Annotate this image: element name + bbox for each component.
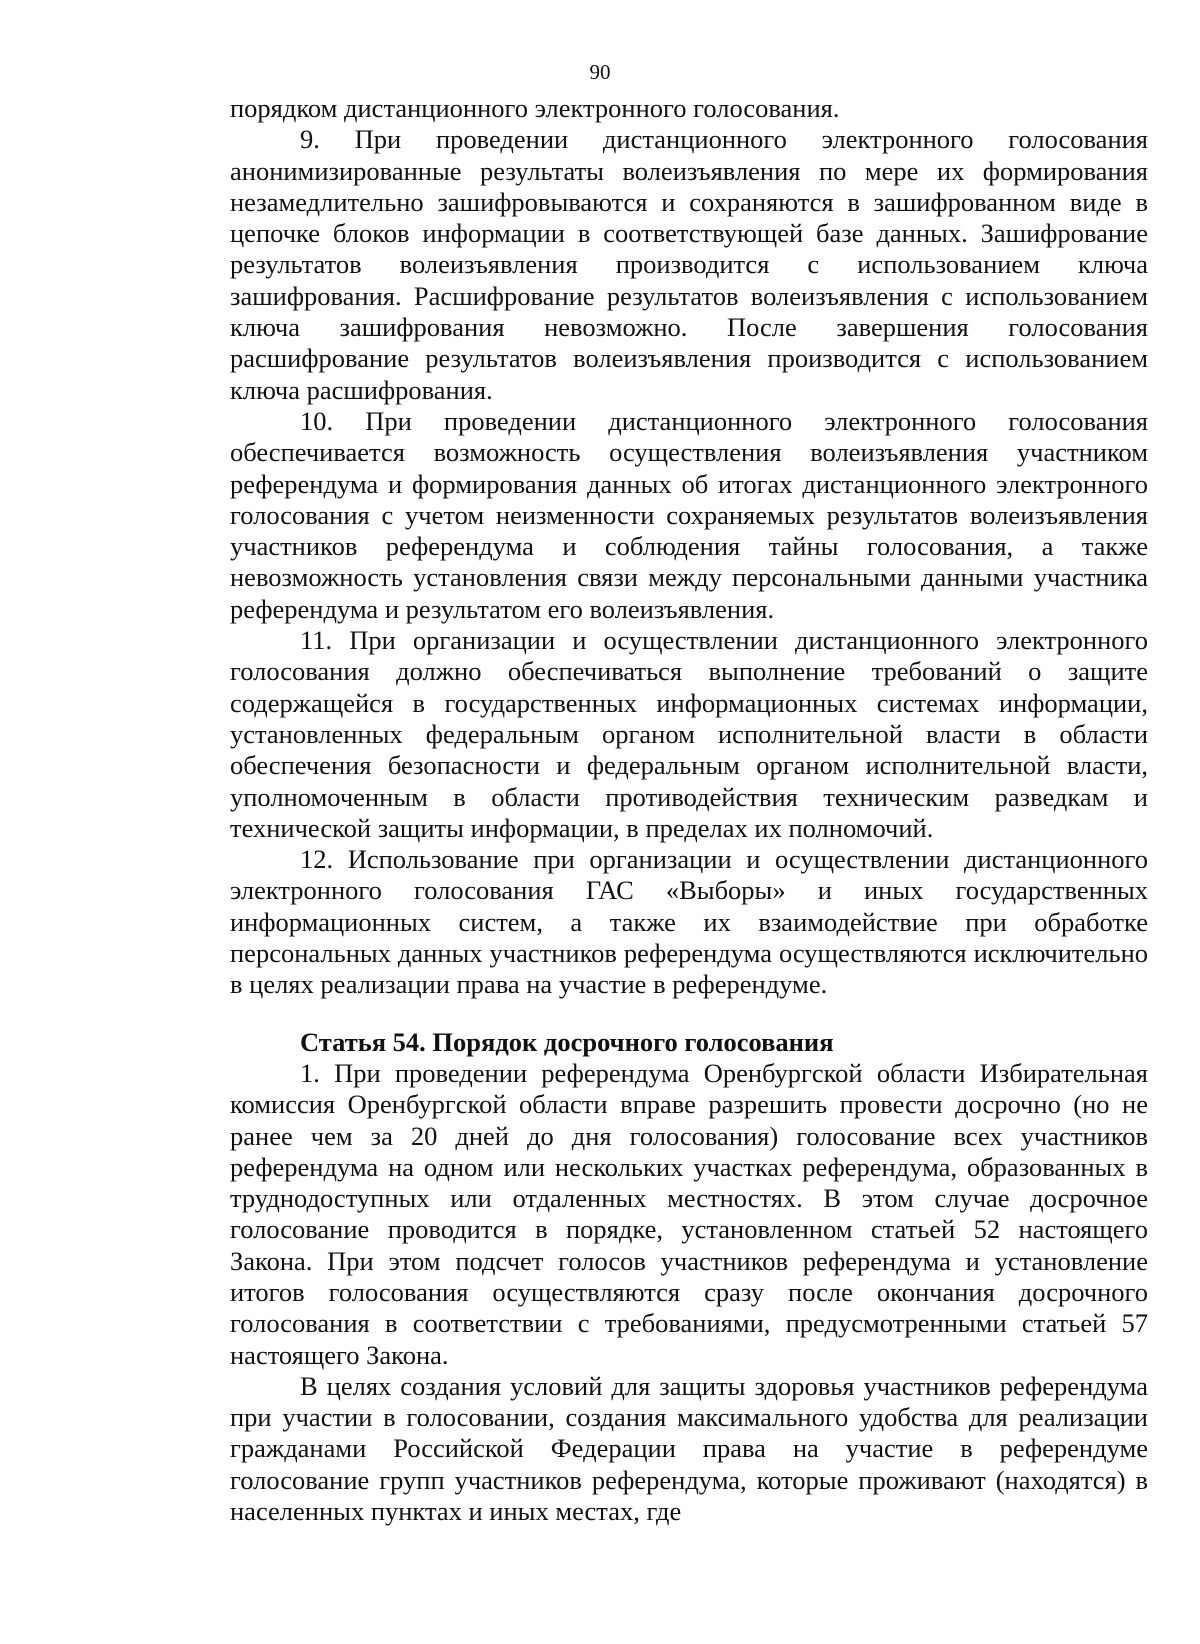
article-heading: Статья 54. Порядок досрочного голосования — [300, 1026, 834, 1057]
article-paragraph-1: 1. При проведении референдума Оренбургской области Избирательная комиссия Оренбургской области вправе разрешить провести досрочно (но не ранее чем за 20 дней до дня голосования) голосование всех участников референдума на одном или нескольких участках референдума, образованных в труднодоступных или отдаленных местностях. В этом случае досрочное голосование проводится в порядке, установленном статьей 52 настоящего Закона. При этом подсчет голосов участников референдума и установление итогов голосования осуществляются сразу после окончания досрочного голосования в соответствии с требованиями, предусмотренными статьей 57 настоящего Закона. — [230, 1057, 1148, 1370]
paragraph-continuation: порядком дистанционного электронного голосования. — [230, 93, 840, 123]
paragraph-item-11: 11. При организации и осуществлении дистанционного электронного голосования должно обеспечиваться выполнение требований о защите содержащейся в государственных информационных системах информации, установленных федеральным органом исполнительной власти в области обеспечения безопасности и федеральным органом исполнительной власти, уполномоченным в области противодействия техническим разведкам и технической защиты информации, в пределах их полномочий. — [230, 625, 1148, 843]
paragraph-item-9: 9. При проведении дистанционного электронного голосования анонимизированные результаты волеизъявления по мере их формирования незамедлительно зашифровываются и сохраняются в зашифрованном виде в цепочке блоков информации в соответствующей базе данных. Зашифрование результатов волеизъявления производится с использованием ключа зашифрования. Расшифрование результатов волеизъявления с использованием ключа зашифрования невозможно. После завершения голосования расшифрование результатов волеизъявления производится с использованием ключа расшифрования. — [230, 124, 1148, 405]
paragraph-item-10: 10. При проведении дистанционного электронного голосования обеспечивается возможность осуществления волеизъявления участником референдума и формирования данных об итогах дистанционного электронного голосования с учетом неизменности сохраняемых результатов волеизъявления участников референдума и соблюдения тайны голосования, а также невозможность установления связи между персональными данными участника референдума и результатом его волеизъявления. — [230, 405, 1148, 624]
page-number: 90 — [589, 60, 611, 84]
article-paragraph-2: В целях создания условий для защиты здоровья участников референдума при участии в голосовании, создания максимального удобства для реализации гражданами Российской Федерации права на участие в референдуме голосование групп участников референдума, которые проживают (находятся) в населенных пунктах и иных местах, где — [230, 1370, 1148, 1527]
document-body — [230, 93, 1148, 1527]
paragraph-item-12: 12. Использование при организации и осуществлении дистанционного электронного голосования ГАС «Выборы» и иных государственных информационных систем, а также их взаимодействие при обработке персональных данных участников референдума осуществляются исключительно в целях реализации права на участие в референдуме. — [230, 844, 1148, 1000]
